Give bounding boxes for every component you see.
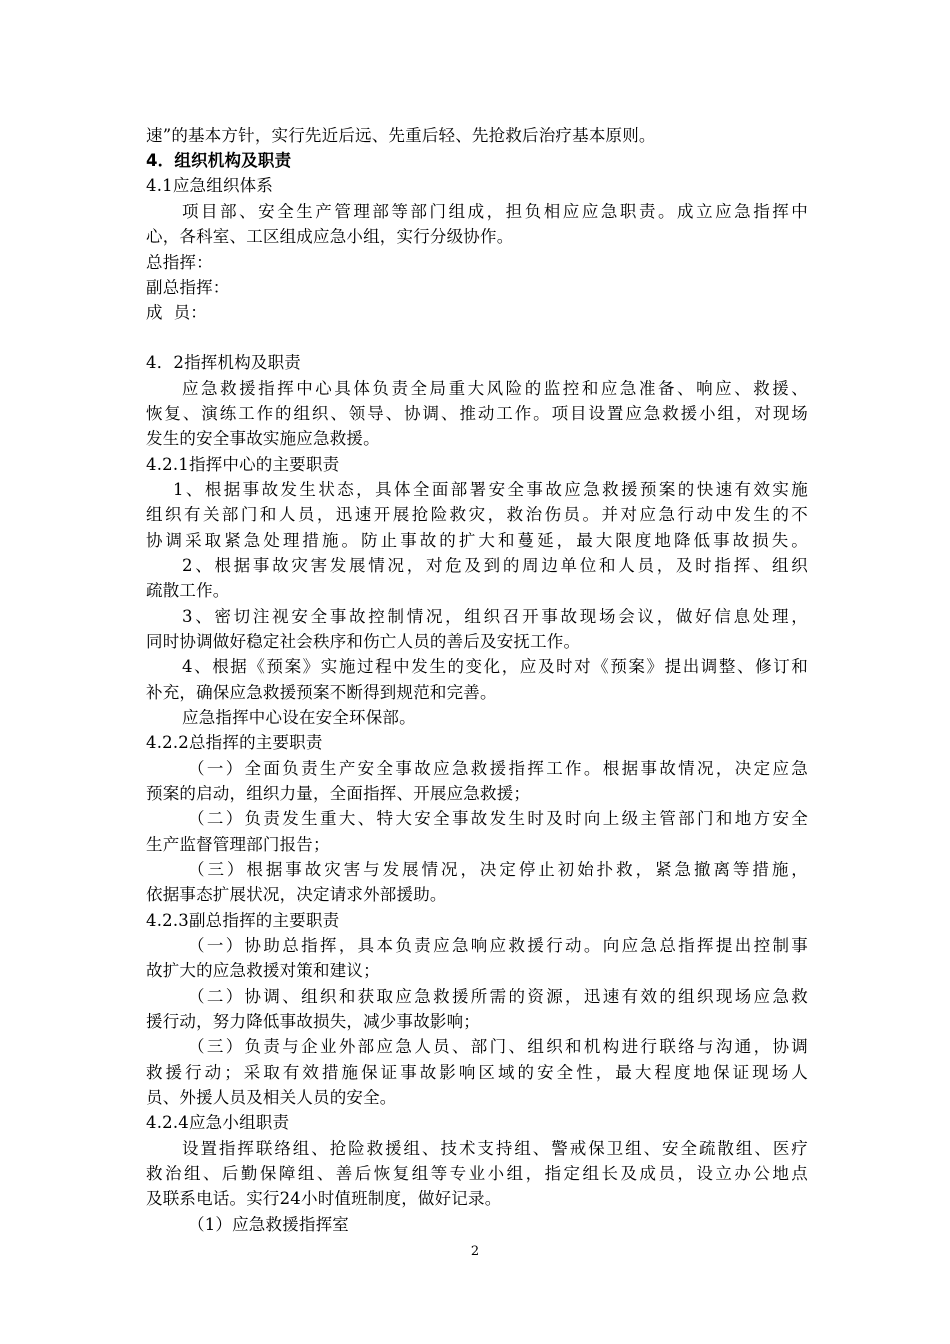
text-line: 预案的启动，组织力量，全面指挥、开展应急救援； [146,784,531,803]
text-line: 4、根据《预案》实施过程中发生的变化，应及时对《预案》提出调整、修订和 [182,657,808,676]
section-heading: 4．组织机构及职责 [146,151,292,170]
text-line: 员、外援人员及相关人员的安全。 [146,1088,397,1107]
text-line: 援行动，努力降低事故损失，减少事故影响； [146,1012,480,1031]
subsection-heading: 4.2.2总指挥的主要职责 [146,733,323,752]
text-line: （二）协调、组织和获取应急救援所需的资源，迅速有效的组织现场应急救 [188,987,808,1006]
text-line: （三）负责与企业外部应急人员、部门、组织和机构进行联络与沟通，协调 [188,1037,808,1056]
text-line: 总指挥： [146,253,213,272]
text-line: 故扩大的应急救援对策和建议； [146,961,380,980]
text-line: （一）协助总指挥，具本负责应急响应救援行动。向应急总指挥提出控制事 [188,936,808,955]
text-line: 恢复、演练工作的组织、领导、协调、推动工作。项目设置应急救援小组，对现场 [146,404,808,423]
text-line: （一）全面负责生产安全事故应急救援指挥工作。根据事故情况，决定应急 [188,759,808,778]
text-line: 3、密切注视安全事故控制情况，组织召开事故现场会议，做好信息处理， [182,607,808,626]
text-line: 救治组、后勤保障组、善后恢复组等专业小组，指定组长及成员，设立办公地点 [146,1164,808,1183]
text-line: 项目部、安全生产管理部等部门组成，担负相应应急职责。成立应急指挥中 [182,202,808,221]
text-line: 依据事态扩展状况，决定请求外部援助。 [146,885,447,904]
text-line: 应急救援指挥中心具体负责全局重大风险的监控和应急准备、响应、救援、 [182,379,808,398]
text-line: 发生的安全事故实施应急救援。 [146,429,380,448]
text-line: 及联系电话。实行24小时值班制度，做好记录。 [146,1189,502,1208]
text-line: （1）应急救援指挥室 [188,1215,349,1234]
text-line: 成 员： [146,303,207,322]
text-line: 1、根据事故发生状态，具体全面部署安全事故应急救援预案的快速有效实施 [173,480,808,499]
subsection-heading: 4.2.3副总指挥的主要职责 [146,911,340,930]
text-line: 同时协调做好稳定社会秩序和伤亡人员的善后及安抚工作。 [146,632,581,651]
text-line: （二）负责发生重大、特大安全事故发生时及时向上级主管部门和地方安全 [188,809,808,828]
text-line: 补充，确保应急救援预案不断得到规范和完善。 [146,683,497,702]
subsection-heading: 4.1应急组织体系 [146,176,274,195]
text-line: 2、根据事故灾害发展情况，对危及到的周边单位和人员，及时指挥、组织 [182,556,808,575]
text-line: 协调采取紧急处理措施。防止事故的扩大和蔓延，最大限度地降低事故损失。 [146,531,808,550]
text-line: 生产监督管理部门报告； [146,835,330,854]
subsection-heading: 4．2指挥机构及职责 [146,353,301,372]
text-line: （三）根据事故灾害与发展情况，决定停止初始扑救，紧急撤离等措施， [188,860,808,879]
text-line: 应急指挥中心设在安全环保部。 [182,708,416,727]
text-line: 心，各科室、工区组成应急小组，实行分级协作。 [146,227,514,246]
text-line: 疏散工作。 [146,581,230,600]
text-line: 副总指挥： [146,278,230,297]
text-line: 组织有关部门和人员，迅速开展抢险救灾，救治伤员。并对应急行动中发生的不 [146,505,808,524]
subsection-heading: 4.2.4应急小组职责 [146,1113,290,1132]
text-line: 速”的基本方针，实行先近后远、先重后轻、先抢救后治疗基本原则。 [146,126,656,145]
text-line: 设置指挥联络组、抢险救援组、技术支持组、警戒保卫组、安全疏散组、医疗 [182,1139,808,1158]
subsection-heading: 4.2.1指挥中心的主要职责 [146,455,340,474]
page-number: 2 [470,1244,480,1259]
text-line: 救援行动；采取有效措施保证事故影响区域的安全性，最大程度地保证现场人 [146,1063,808,1082]
